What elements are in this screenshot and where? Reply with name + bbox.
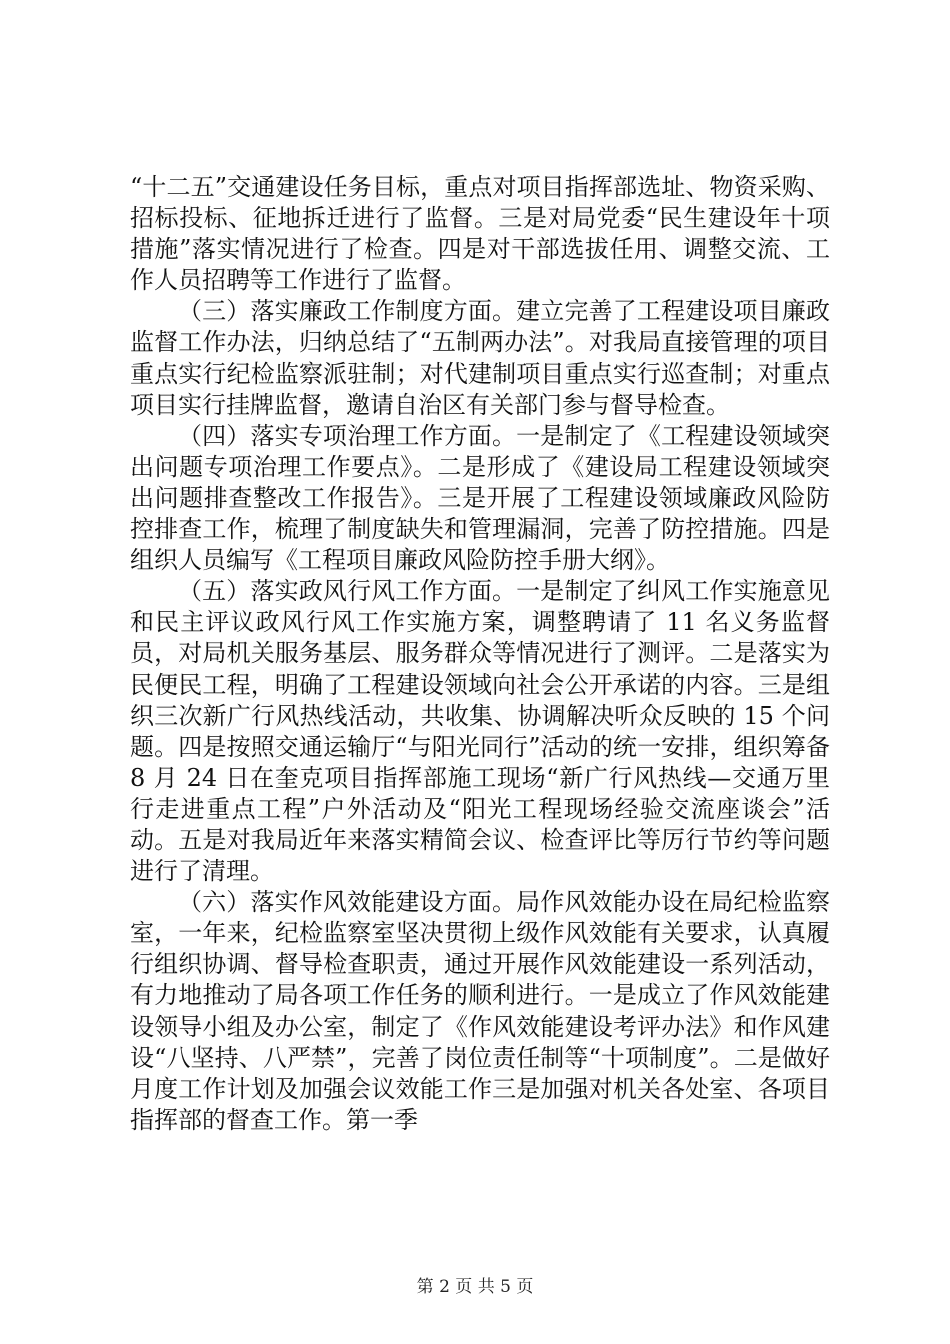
page-footer: 第 2 页 共 5 页 bbox=[416, 1277, 534, 1297]
paragraph-section-4: （四）落实专项治理工作方面。一是制定了《工程建设领域突出问题专项治理工作要点》。二是形成了《建设局工程建设领域突出问题排查整改工作报告》。三是开展了工程建设领域廉政风险防控排查工作，梳理了制度缺失和管理漏洞，完善了防控措施。四是组织人员编写《工程项目廉政风险防控手册大纲》。 bbox=[130, 421, 830, 575]
paragraph-section-3: （三）落实廉政工作制度方面。建立完善了工程建设项目廉政监督工作办法，归纳总结了“五制两办法”。对我局直接管理的项目重点实行纪检监察派驻制；对代建制项目重点实行巡查制；对重点项目实行挂牌监督，邀请自治区有关部门参与督导检查。 bbox=[130, 297, 830, 419]
paragraph-continuation: “十二五”交通建设任务目标，重点对项目指挥部选址、物资采购、招标投标、征地拆迁进行了监督。三是对局党委“民生建设年十项措施”落实情况进行了检查。四是对干部选拔任用、调整交流、工作人员招聘等工作进行了监督。 bbox=[130, 173, 830, 295]
paragraph-section-6: （六）落实作风效能建设方面。局作风效能办设在局纪检监察室，一年来，纪检监察室坚决贯彻上级作风效能有关要求，认真履行组织协调、督导检查职责，通过开展作风效能建设一系列活动，有力地推动了局各项工作任务的顺利进行。一是成立了作风效能建设领导小组及办公室，制定了《作风效能建设考评办法》和作风建设“八坚持、八严禁”，完善了岗位责任制等“十项制度”。二是做好月度工作计划及加强会议效能工作三是加强对机关各处室、各项目指挥部的督查工作。第一季 bbox=[130, 888, 830, 1134]
paragraph-section-5: （五）落实政风行风工作方面。一是制定了纠风工作实施意见和民主评议政风行风工作实施方案，调整聘请了 11 名义务监督员，对局机关服务基层、服务群众等情况进行了测评。二是落实为民便民工程，明确了工程建设领域向社会公开承诺的内容。三是组织三次新广行风热线活动，共收集、协调解决听众反映的 15 个问题。四是按照交通运输厅“与阳光同行”活动的统一安排，组织筹备 8 月 24 日在奎克项目指挥部施工现场“新广行风热线—交通万里行走进重点工程”户外活动及“阳光工程现场经验交流座谈会”活动。五是对我局近年来落实精简会议、检查评比等厉行节约等问题进行了清理。 bbox=[130, 577, 830, 886]
document-body bbox=[130, 172, 830, 1136]
